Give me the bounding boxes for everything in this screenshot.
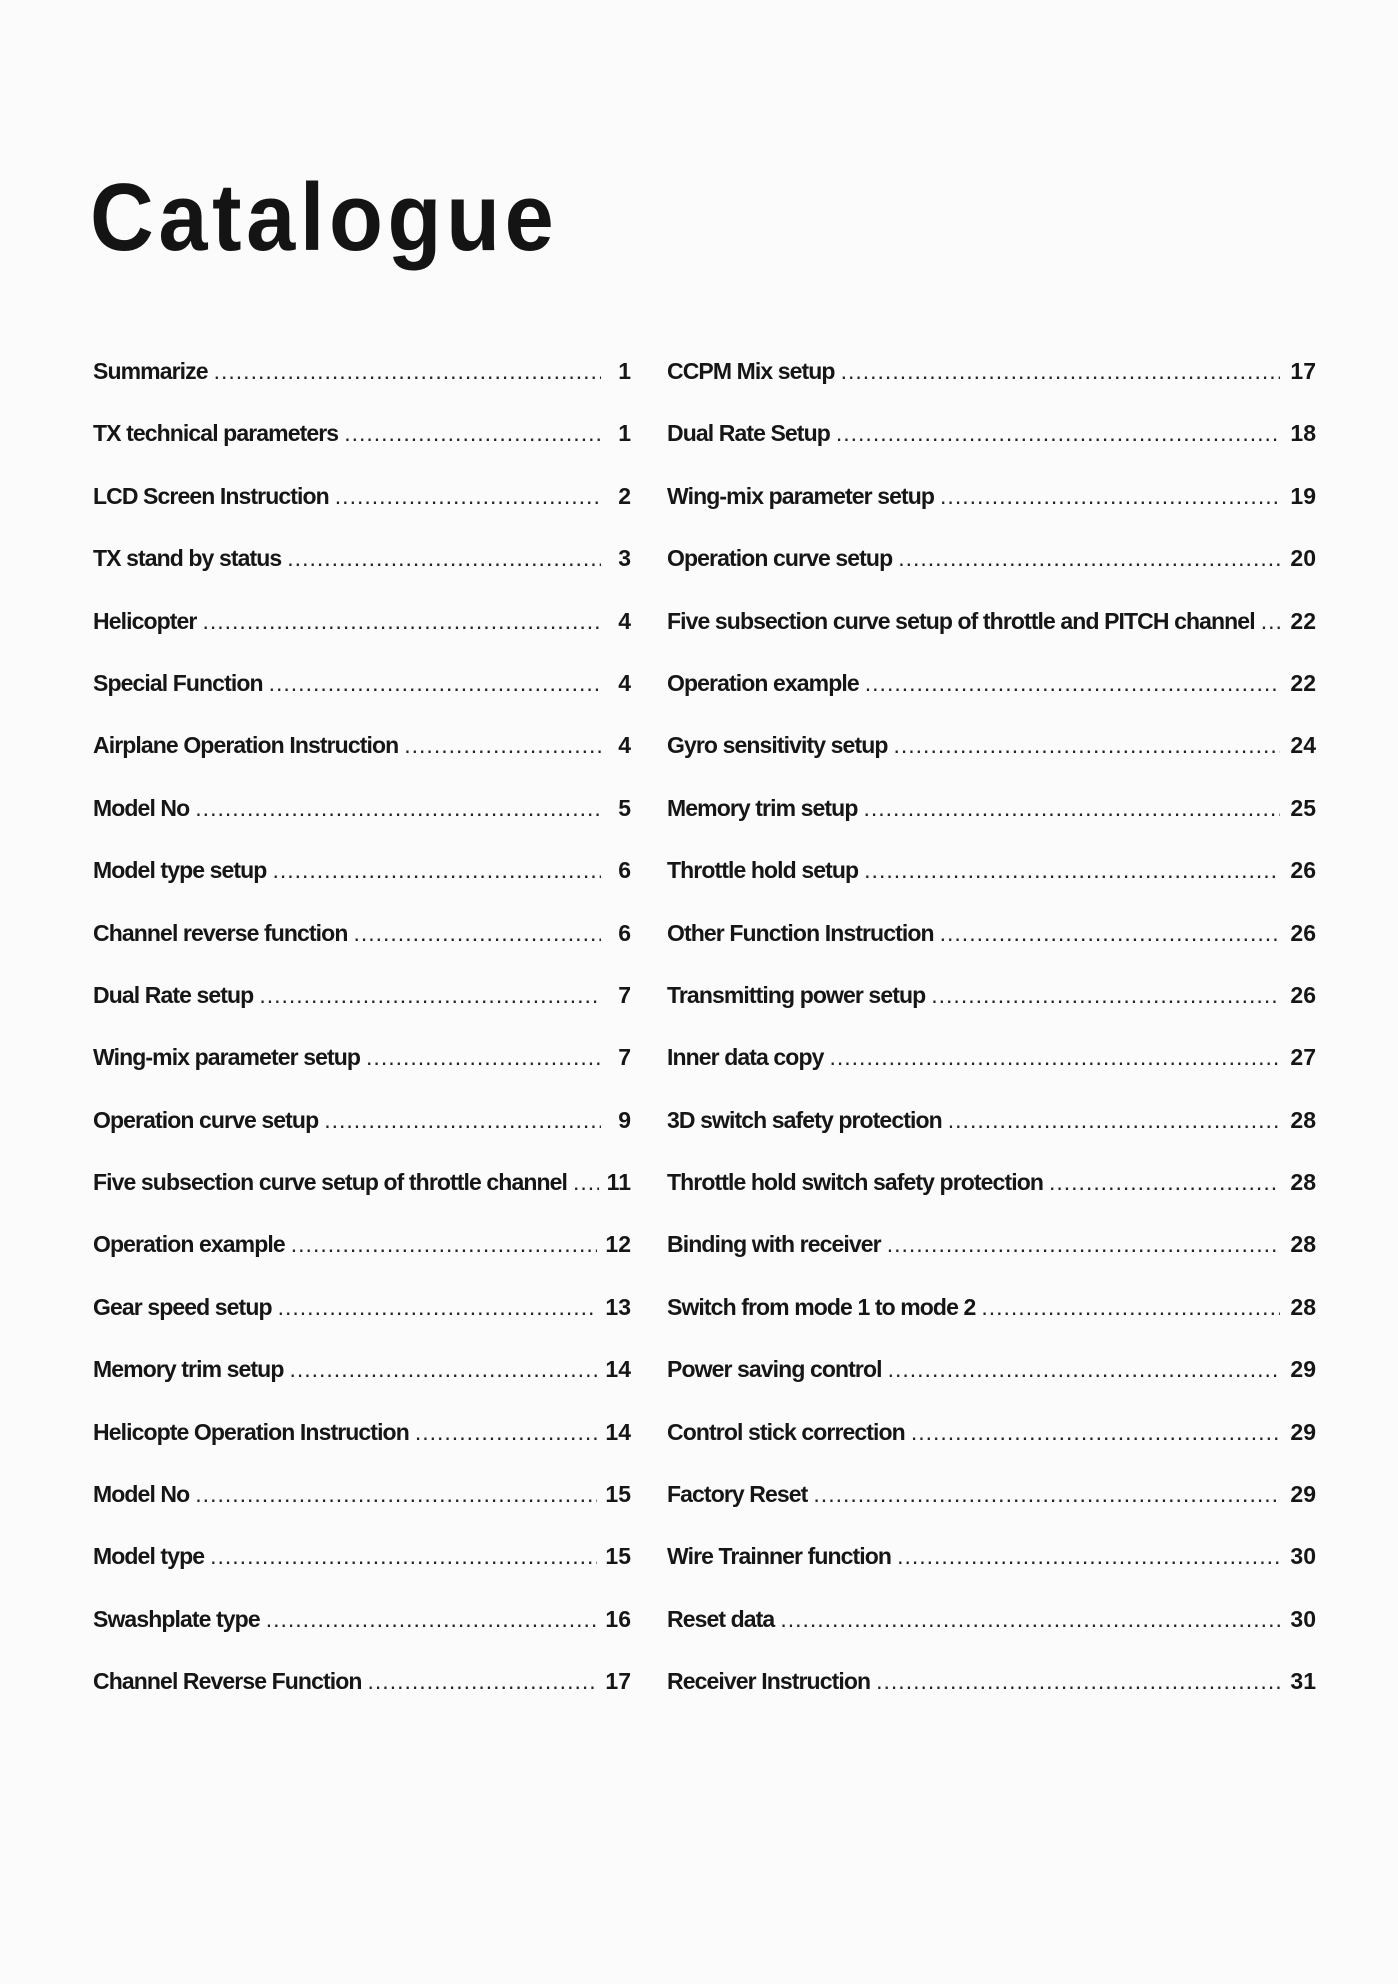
toc-entry-label: Throttle hold switch safety protection [667,1169,1043,1196]
toc-entry-page: 22 [1290,607,1316,634]
toc-leader [863,795,1280,822]
toc-leader [404,732,601,759]
toc-entry-page: 27 [1290,1044,1316,1071]
toc-entry[interactable] [93,1543,631,1605]
toc-entry-label: LCD Screen Instruction [93,482,329,509]
toc-entry-page: 11 [606,1169,631,1196]
toc-entry[interactable] [93,420,631,482]
toc-entry-label: Five subsection curve setup of throttle and PITCH channel [667,607,1255,634]
toc-entry[interactable] [93,1481,631,1543]
toc-entry[interactable] [93,1419,631,1481]
toc-entry[interactable] [667,920,1316,982]
toc-entry-page: 6 [618,919,631,946]
toc-entry-page: 16 [605,1605,631,1632]
toc-left-column [93,358,631,1731]
toc-entry-label: 3D switch safety protection [667,1106,942,1133]
toc-leader [1261,608,1280,635]
toc-entry-label: Helicopte Operation Instruction [93,1418,409,1445]
toc-entry-page: 9 [618,1106,631,1133]
toc-entry[interactable] [93,1107,631,1169]
toc-leader [887,1231,1280,1258]
toc-entry-page: 29 [1290,1356,1316,1383]
toc-leader [210,1543,597,1570]
toc-entry-label: Throttle hold setup [667,857,859,884]
toc-entry-label: CCPM Mix setup [667,358,835,384]
toc-entry-page: 29 [1290,1481,1316,1508]
toc-entry-page: 12 [605,1231,631,1258]
toc-entry-label: Helicopter [93,607,197,634]
toc-entry-label: Inner data copy [667,1044,824,1071]
toc-entry-page: 26 [1290,857,1316,884]
toc-leader [841,358,1280,385]
toc-entry-label: Operation example [667,669,859,696]
toc-entry[interactable] [93,608,631,670]
toc-entry-label: Memory trim setup [93,1356,284,1383]
toc-leader [940,920,1280,947]
toc-right-column [667,358,1316,1731]
toc-entry-page: 17 [1290,358,1316,384]
toc-entry-label: Wing-mix parameter setup [93,1044,361,1071]
toc-entry[interactable] [667,608,1316,670]
toc-entry[interactable] [667,420,1316,482]
toc-entry-label: Control stick correction [667,1418,905,1445]
toc-entry-label: Operation curve setup [93,1106,319,1133]
toc-entry-page: 25 [1290,794,1316,821]
toc-entry[interactable] [667,795,1316,857]
toc-entry-page: 1 [618,358,631,384]
toc-entry-label: Airplane Operation Instruction [93,732,399,759]
toc-leader [888,1356,1280,1383]
toc-entry-page: 28 [1290,1231,1316,1258]
toc-entry-label: Dual Rate setup [93,981,254,1008]
toc-entry[interactable] [667,1543,1316,1605]
toc-entry-page: 15 [605,1543,631,1570]
toc-entry-label: Receiver Instruction [667,1668,871,1695]
toc-leader [195,1481,597,1508]
toc-entry[interactable] [667,857,1316,919]
toc-entry-label: Transmitting power setup [667,981,926,1008]
toc-entry[interactable] [667,1294,1316,1356]
toc-entry[interactable] [93,1356,631,1418]
toc-leader [931,982,1280,1009]
toc-entry-label: Five subsection curve setup of throttle channel [93,1169,568,1196]
toc-entry-page: 28 [1290,1106,1316,1133]
toc-leader [898,545,1280,572]
toc-leader [214,358,601,385]
toc-leader [865,670,1280,697]
toc-entry-label: Factory Reset [667,1481,808,1508]
toc-entry-page: 6 [618,857,631,884]
toc-entry-label: Model No [93,794,190,821]
toc-entry[interactable] [667,1044,1316,1106]
toc-leader [981,1294,1280,1321]
toc-entry[interactable] [667,1481,1316,1543]
toc-entry-page: 3 [618,545,631,572]
toc-entry-page: 19 [1290,482,1316,509]
toc-entry-label: Dual Rate Setup [667,420,830,447]
toc-entry-page: 14 [605,1356,631,1383]
toc-entry[interactable] [93,920,631,982]
toc-entry-label: Wire Trainner function [667,1543,892,1570]
toc-leader [940,483,1280,510]
toc-entry[interactable] [667,982,1316,1044]
toc-entry-label: Gyro sensitivity setup [667,732,888,759]
toc-entry[interactable] [667,1231,1316,1293]
toc-leader [836,420,1280,447]
toc-entry[interactable] [667,1356,1316,1418]
toc-leader [291,1231,598,1258]
toc-entry-label: Gear speed setup [93,1293,272,1320]
toc-leader [368,1668,598,1695]
toc-leader [415,1419,598,1446]
toc-entry-label: Model type [93,1543,205,1570]
toc-entry-page: 29 [1290,1418,1316,1445]
toc-leader [278,1294,598,1321]
toc-leader [202,608,601,635]
toc-entry-page: 1 [618,420,631,447]
toc-entry-label: Memory trim setup [667,794,858,821]
toc-entry-label: Summarize [93,358,208,384]
toc-entry-label: Special Function [93,669,263,696]
toc-entry[interactable] [667,1169,1316,1231]
toc-entry[interactable] [93,1606,631,1668]
toc-entry[interactable] [93,857,631,919]
toc-leader [259,982,601,1009]
toc-entry[interactable] [93,732,631,794]
toc-leader [289,1356,597,1383]
toc-entry-page: 30 [1290,1543,1316,1570]
toc-entry-page: 24 [1290,732,1316,759]
toc-leader [272,857,601,884]
toc-entry[interactable] [93,1294,631,1356]
toc-entry[interactable] [667,545,1316,607]
toc-leader [269,670,601,697]
toc-entry-label: Reset data [667,1605,775,1632]
toc-entry[interactable] [667,1606,1316,1668]
toc-entry-label: Channel Reverse Function [93,1668,362,1695]
toc-entry[interactable] [93,483,631,545]
toc-leader [573,1169,599,1196]
toc-entry-page: 26 [1290,981,1316,1008]
toc-leader [335,483,601,510]
toc-entry[interactable] [93,358,631,420]
toc-leader [287,545,601,572]
toc-leader [911,1419,1280,1446]
toc-entry[interactable] [93,982,631,1044]
toc-leader [195,795,601,822]
toc-entry[interactable] [93,795,631,857]
toc-entry-page: 30 [1290,1605,1316,1632]
page-title: Catalogue [90,164,559,271]
toc-leader [894,732,1281,759]
toc-entry-page: 5 [618,794,631,821]
toc-entry[interactable] [667,1107,1316,1169]
toc-leader [897,1543,1280,1570]
toc-entry-page: 26 [1290,919,1316,946]
toc-leader [266,1606,598,1633]
toc-entry[interactable] [93,1231,631,1293]
toc-entry-page: 4 [618,607,631,634]
toc-entry-page: 7 [618,981,631,1008]
toc-entry-page: 28 [1290,1169,1316,1196]
toc-entry[interactable] [667,732,1316,794]
toc-leader [813,1481,1280,1508]
toc-entry-label: Binding with receiver [667,1231,881,1258]
toc-entry-page: 4 [618,669,631,696]
toc-entry-label: TX stand by status [93,545,282,572]
toc-entry[interactable] [93,670,631,732]
toc-entry-label: Model No [93,1481,190,1508]
toc-entry-page: 28 [1290,1293,1316,1320]
toc-leader [864,857,1280,884]
toc-entry[interactable] [667,358,1316,420]
toc-entry-page: 7 [618,1044,631,1071]
toc-leader [876,1668,1280,1695]
toc-entry-page: 14 [605,1418,631,1445]
toc-entry-page: 17 [605,1668,631,1695]
toc-entry-label: Operation example [93,1231,285,1258]
toc-entry[interactable] [667,1668,1316,1730]
toc-leader [344,420,601,447]
toc-entry-label: Operation curve setup [667,545,893,572]
toc-leader [324,1107,601,1134]
toc-entry[interactable] [93,1668,631,1730]
toc-entry[interactable] [93,1169,631,1231]
toc-leader [948,1107,1280,1134]
toc-leader [780,1606,1280,1633]
toc-entry-label: Wing-mix parameter setup [667,482,935,509]
toc-entry-label: Swashplate type [93,1605,260,1632]
toc-leader [353,920,601,947]
toc-entry-label: TX technical parameters [93,420,339,447]
toc-entry-label: Model type setup [93,857,267,884]
toc-entry-page: 2 [618,482,631,509]
toc-entry[interactable] [93,545,631,607]
toc-leader [366,1044,601,1071]
toc-entry[interactable] [667,1419,1316,1481]
toc-entry-label: Power saving control [667,1356,882,1383]
toc-entry-page: 22 [1290,669,1316,696]
toc-entry[interactable] [667,670,1316,732]
toc-entry[interactable] [667,483,1316,545]
toc-entry-page: 18 [1290,420,1316,447]
toc-entry-page: 20 [1290,545,1316,572]
toc-entry-label: Other Function Instruction [667,919,934,946]
toc-entry-page: 31 [1290,1668,1316,1695]
toc-entry[interactable] [93,1044,631,1106]
toc-entry-page: 13 [605,1293,631,1320]
toc-entry-label: Switch from mode 1 to mode 2 [667,1293,976,1320]
toc-entry-page: 4 [618,732,631,759]
toc-entry-label: Channel reverse function [93,919,348,946]
toc-leader [1049,1169,1280,1196]
toc-entry-page: 15 [605,1481,631,1508]
toc-leader [830,1044,1281,1071]
